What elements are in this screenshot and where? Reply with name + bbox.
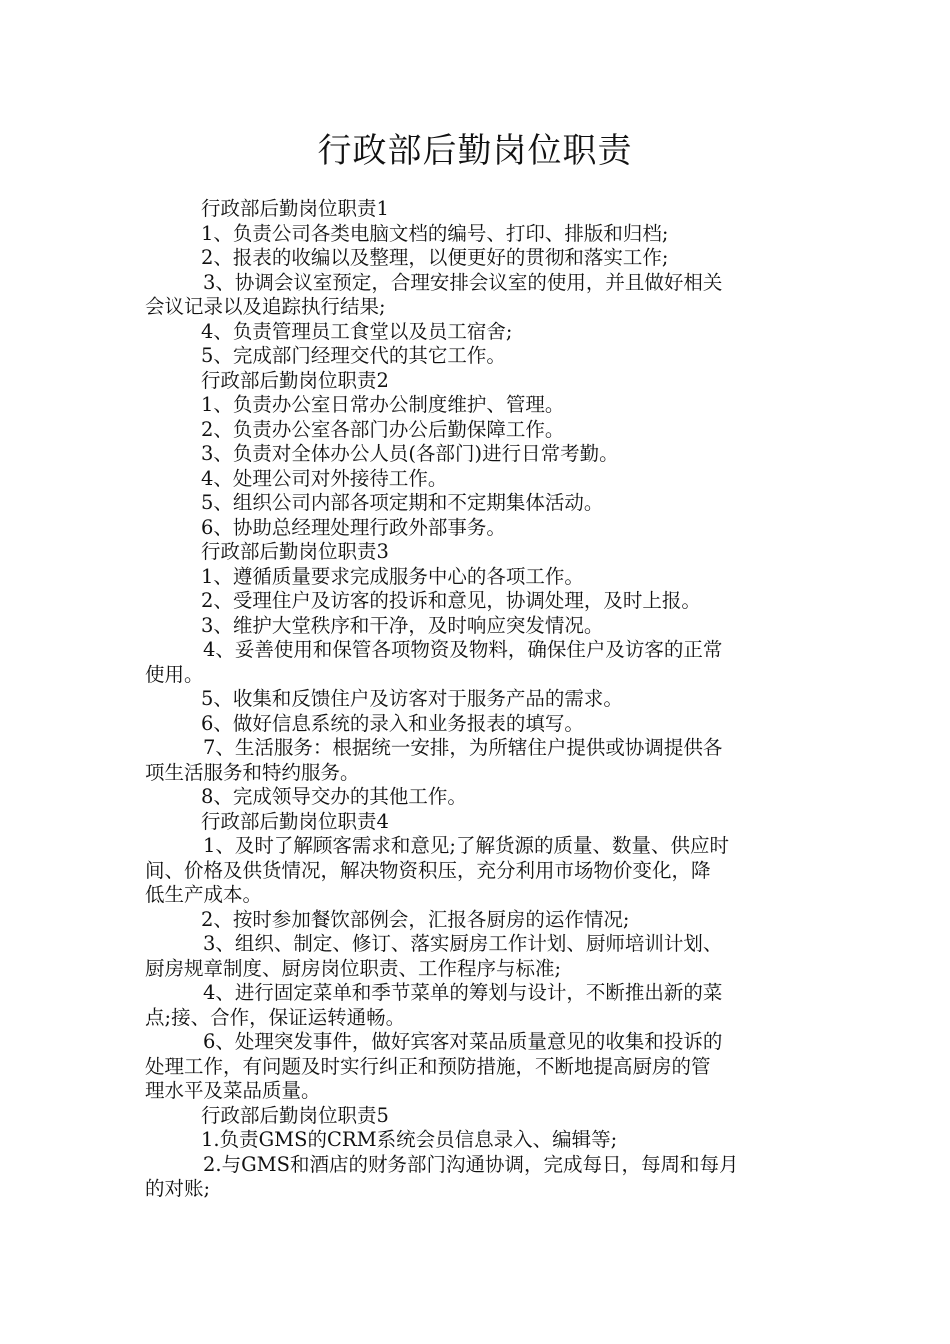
text-line: 1、负责办公室日常办公制度维护、管理。	[201, 393, 565, 416]
document-title: 行政部后勤岗位职责	[317, 131, 633, 171]
text-line: 使用。	[145, 662, 204, 686]
text-line: 处理工作，有问题及时实行纠正和预防措施，不断地提高厨房的管	[145, 1054, 711, 1078]
text-line: 5、收集和反馈住户及访客对于服务产品的需求。	[201, 687, 623, 710]
text-line: 1.负责GMS的CRM系统会员信息录入、编辑等;	[201, 1128, 618, 1151]
text-line: 会议记录以及追踪执行结果;	[145, 295, 386, 318]
text-line: 4、负责管理员工食堂以及员工宿舍;	[201, 319, 513, 343]
text-line: 行政部后勤岗位职责3	[201, 540, 389, 563]
text-line: 4、进行固定菜单和季节菜单的筹划与设计，不断推出新的菜	[203, 981, 723, 1004]
text-line: 8、完成领导交办的其他工作。	[201, 785, 467, 808]
text-line: 3、组织、制定、修订、落实厨房工作计划、厨师培训计划、	[203, 932, 723, 955]
text-line: 3、负责对全体办公人员(各部门)进行日常考勤。	[201, 442, 619, 465]
text-line: 间、价格及供货情况，解决物资积压，充分利用市场物价变化，降	[145, 858, 711, 882]
text-line: 3、协调会议室预定，合理安排会议室的使用，并且做好相关	[203, 270, 723, 294]
text-line: 2、负责办公室各部门办公后勤保障工作。	[201, 417, 565, 441]
text-line: 6、处理突发事件，做好宾客对菜品质量意见的收集和投诉的	[203, 1030, 723, 1053]
text-line: 低生产成本。	[145, 883, 263, 906]
text-line: 1、负责公司各类电脑文档的编号、打印、排版和归档;	[201, 221, 669, 245]
text-line: 厨房规章制度、厨房岗位职责、工作程序与标准;	[145, 956, 562, 980]
text-line: 1、遵循质量要求完成服务中心的各项工作。	[201, 564, 584, 588]
text-line: 4、妥善使用和保管各项物资及物料，确保住户及访客的正常	[203, 638, 723, 661]
text-line: 项生活服务和特约服务。	[145, 760, 360, 784]
text-line: 行政部后勤岗位职责4	[201, 809, 389, 833]
text-line: 行政部后勤岗位职责1	[201, 197, 389, 220]
text-line: 的对账;	[145, 1177, 211, 1200]
text-line: 2、受理住户及访客的投诉和意见，协调处理，及时上报。	[201, 589, 701, 612]
text-line: 2.与GMS和酒店的财务部门沟通协调，完成每日，每周和每月	[203, 1152, 739, 1176]
text-line: 4、处理公司对外接待工作。	[201, 466, 448, 490]
text-line: 7、生活服务：根据统一安排，为所辖住户提供或协调提供各	[203, 736, 723, 759]
document-body	[145, 197, 810, 1202]
text-line: 2、按时参加餐饮部例会，汇报各厨房的运作情况;	[201, 907, 630, 931]
text-line: 1、及时了解顾客需求和意见;了解货源的质量、数量、供应时	[203, 834, 729, 857]
text-line: 5、组织公司内部各项定期和不定期集体活动。	[201, 491, 604, 514]
text-line: 理水平及菜品质量。	[145, 1079, 321, 1102]
text-line: 5、完成部门经理交代的其它工作。	[201, 344, 506, 367]
text-line: 2、报表的收编以及整理，以便更好的贯彻和落实工作;	[201, 246, 669, 269]
text-line: 行政部后勤岗位职责5	[201, 1103, 389, 1127]
text-line: 3、维护大堂秩序和干净，及时响应突发情况。	[201, 613, 604, 637]
text-line: 6、协助总经理处理行政外部事务。	[201, 515, 506, 539]
text-line: 6、做好信息系统的录入和业务报表的填写。	[201, 711, 584, 735]
text-line: 行政部后勤岗位职责2	[201, 368, 389, 392]
text-line: 点;接、合作，保证运转通畅。	[145, 1005, 406, 1029]
